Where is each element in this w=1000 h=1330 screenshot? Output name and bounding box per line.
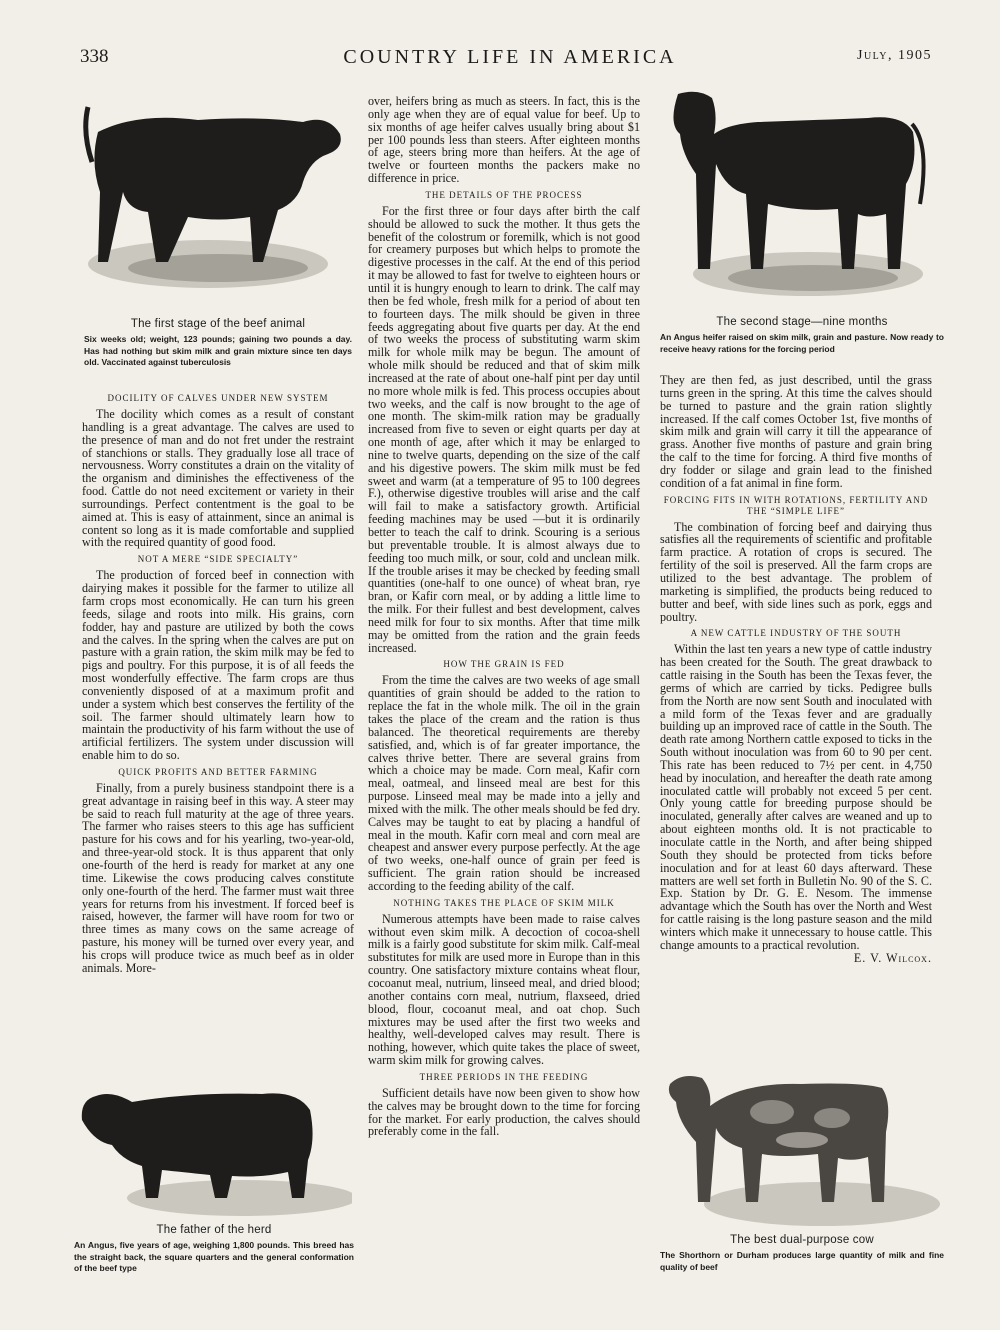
figure-heifer-description: An Angus heifer raised on skim milk, grain and pasture. Now ready to receive heavy rations for the forcing period bbox=[660, 332, 944, 354]
paragraph: The production of forced beef in connection with dairying makes it possible for the farmer to utilize all farm crops most economically. He can turn his green feeds, silage and roots into milk. His grains, corn fodder, hay and pasture are utilized by both the cows and the calves. In the spring when the calves are put on pasture with a grain ration, the skim milk may be fed to pigs and poultry. For this purpose, it is of all feeds the most wonderfully effective. The farm crops are thus conveniently disposed of at a maximum profit and under a system which best conserves the fertility of the soil. The farmer should ultimately learn how to maintain the productivity of his farm without the use of artificial fertilizers. The system under discussion will enable him to do so. bbox=[82, 568, 354, 763]
section-heading: THE DETAILS OF THE PROCESS bbox=[425, 189, 583, 200]
figure-heifer-caption bbox=[660, 316, 944, 355]
figure-bull-caption bbox=[74, 1224, 354, 1275]
paragraph: The docility which comes as a result of constant handling is a great advantage. The calves are used to the presence of man and do not fret under the restraint of stanchions or stalls. They gradually lose all trace of nervousness. Worry constitutes a drain on the vitality of the organism and diminishes the effectiveness of the food. Cattle do not need excitement or variety in their surroundings. Perfect contentment is the goal to be aimed at. This is easy of attainment, since an animal is content so long as it is made comfortable and supplied with the required quantity of good food. bbox=[82, 407, 354, 550]
figure-bull-photo bbox=[72, 1080, 352, 1220]
page-header bbox=[80, 46, 940, 70]
article-column-1 bbox=[82, 388, 354, 975]
paragraph: over, heifers bring as much as steers. In fact, this is the only age when they are of equal value for beef. Up to six months of age heifer calves usually bring about $1 per 100 pounds less than steers. After eighteen months of age, steers bring more than heifers. At the age of twelve or fourteen months the packers make no difference in price. bbox=[368, 94, 640, 186]
figure-cow-title: The best dual-purpose cow bbox=[730, 1234, 874, 1246]
figure-calf-caption bbox=[84, 318, 352, 369]
paragraph: Within the last ten years a new type of cattle industry has been created for the South. The great drawback to cattle raising in the South has been the Texas fever, the germs of which are carried by ticks. Pedigree bulls from the North are now sent South and inoculated with a mild form of the Texas fever and are gradually building up an improved race of cattle in the South. The death rate among Northern cattle exposed to ticks in the South without inoculation was from 60 to 90 per cent. This rate has been reduced to 7½ per cent. in 4,750 head by inoculation, and hereafter the death rate among inoculated cattle will probably not exceed 5 per cent. Only young cattle for breeding purpose should be inoculated, generally after calves are weaned and up to about eighteen months old. It is not practicable to inoculate cattle in the North, and after being shipped South they should be protected from ticks before inoculation and for at least 60 days afterward. These matters are well set forth in Bulletin No. 90 of the S. C. Exp. Station by Dr. G. E. Nesom. The immense advantage which the South has over the North and West for cattle raising is the long pasture season and the mild winters which make it unnecessary to house cattle. This change amounts to a practical revolution. bbox=[660, 642, 932, 952]
magazine-title: COUNTRY LIFE IN AMERICA bbox=[343, 46, 677, 68]
section-heading: DOCILITY OF CALVES UNDER NEW SYSTEM bbox=[107, 393, 329, 403]
figure-heifer-photo bbox=[668, 84, 940, 309]
figure-bull-description: An Angus, five years of age, weighing 1,800 pounds. This breed has the straight back, the square quarters and the general conformation of the beef type bbox=[74, 1240, 354, 1273]
paragraph: From the time the calves are two weeks of age small quantities of grain should be added to the ration to replace the fat in the whole milk. The oil in the grain takes the place of the cream and the ration is thus balanced. The theoretical requirements are thereby satisfied, and, which is of far greater importance, the calves thrive better. There are several grains from which a choice may be made. Corn meal, Kafir corn meal, oatmeal, and linseed meal are best for this purpose. Linseed meal may be made into a jelly and mixed with the milk. The other meals should be fed dry. Calves may be taught to eat by placing a handful of meal in the mouth. Kafir corn meal and corn meal are cheapest and answer every purpose perfectly. At the age of two weeks, one-half ounce of grain per feed is sufficient. The grain ration should be increased according to the feeding ability of the calf. bbox=[368, 673, 640, 893]
article-column-2 bbox=[368, 95, 640, 1138]
section-heading: NOTHING TAKES THE PLACE OF SKIM MILK bbox=[393, 897, 615, 908]
page-number: 338 bbox=[80, 46, 109, 67]
figure-cow-photo bbox=[662, 1062, 942, 1232]
section-heading: THREE PERIODS IN THE FEEDING bbox=[419, 1071, 589, 1082]
section-heading: A NEW CATTLE INDUSTRY OF THE SOUTH bbox=[690, 628, 902, 639]
figure-calf-photo bbox=[78, 92, 348, 304]
section-heading: HOW THE GRAIN IS FED bbox=[443, 659, 565, 670]
paragraph: Numerous attempts have been made to raise calves without even skim milk. A decoction of cocoa-shell milk is a fairly good substitute for skim milk. Calf-meal substitutes for milk are used more in Europe than in this country. One satisfactory mixture contains wheat flour, cocoanut meal, nutrium, linseed meal, and dried blood; another contains corn meal, nutrium, flaxseed, dried blood, flour, cocoanut meal, and oat chop. Such mixtures may be used after the first two weeks and healthy, well-developed calves may result. There is nothing, however, which quite takes the place of sweet, warm skim milk for growing calves. bbox=[368, 911, 640, 1068]
bull-illustration bbox=[72, 1080, 352, 1220]
figure-cow-description: The Shorthorn or Durham produces large quantity of milk and fine quality of beef bbox=[660, 1250, 944, 1272]
issue-date: July, 1905 bbox=[857, 48, 932, 63]
cow-illustration bbox=[662, 1062, 942, 1232]
paragraph: The combination of forcing beef and dairying thus satisfies all the requirements of scientific and profitable farm practice. A rotation of crops is secured. The fertility of the soil is preserved. All the farm crops are utilized to the best advantage. The problem of marketing is simplified, the products being reduced to butter and beef, with side lines such as pork, eggs and poultry. bbox=[660, 519, 932, 624]
figure-heifer-title: The second stage—nine months bbox=[716, 316, 888, 328]
calf-illustration bbox=[78, 92, 348, 304]
section-heading: NOT A MERE “SIDE SPECIALTY” bbox=[137, 554, 299, 565]
figure-calf-title: The first stage of the beef animal bbox=[130, 318, 306, 330]
author-signature: E. V. Wilcox. bbox=[853, 950, 932, 965]
paragraph: They are then fed, as just described, until the grass turns green in the spring. At this time the calves should be turned to pasture and the grain ration slightly increased. If the calf comes October 1st, five months of skim milk and grain will carry it till the appearance of grass. Another five months of pasture and grain bring the calf to the time for forcing. A third five months of dry fodder or silage and grain lead to the finished condition of a fat animal in fine form. bbox=[660, 373, 932, 490]
figure-cow-caption bbox=[660, 1234, 944, 1273]
heifer-illustration bbox=[668, 84, 940, 309]
article-column-3 bbox=[660, 374, 932, 964]
paragraph: Finally, from a purely business standpoint there is a great advantage in raising beef in this way. A steer may be said to reach full maturity at the age of three years. The farmer who raises steers to this age has sufficient pasture for his cows and for his yearling, two-year-old, and three-year-old stock. It is thus apparent that only one-fourth of the herd is ready for market at any one time. Likewise the cows producing calves constitute only one-fourth of the herd. The farmer must wait three years for returns from his investment. If forced beef is raised, however, the farmer will have room for two or three times as many cows on the same acreage of pasture, his money will be turned over every year, and his crops will produce twice as much beef as in older animals. More- bbox=[82, 780, 354, 975]
paragraph: For the first three or four days after birth the calf should be allowed to suck the mother. It thus gets the benefit of the colostrum or foremilk, which is not good for creamery purposes but which helps to promote the digestive processes in the calf. At the end of this period it may be allowed to fast for twelve to eighteen hours or until it is hungry enough to learn to drink. The calf may then be fed whole, fresh milk for a period of about ten to fourteen days. The milk should be given in three feeds aggregating about five quarts per day. At the end of two weeks the process of substituting warm skim milk for whole milk may be begun. The amount of whole milk should be reduced and that of skim milk increased at the rate of about one-half pint per day until no more whole milk is fed. This process occupies about two weeks, and the calf is now brought to the age of one month. The skim-milk ration may be gradually increased from five to seven or eight quarts per day at one month of age, after which it may be enlarged to nine to twelve quarts, depending on the size of the calf and his digestive powers. The skim milk must be fed sweet and warm (at a temperature of 95 to 100 degrees F.), otherwise digestive troubles will arise and the calf will fail to make a satisfactory growth. Artificial feeding machines may be used —but it is ordinarily better to teach the calf to drink. Scouring is a serious but preventable trouble. It is almost always due to feeding too much milk, or sour, cold and unclean milk. If the trouble arises it may be checked by feeding small quantities (one-half to one ounce) of wheat bran, rye bran, or Kafir corn meal, or by adding a little lime to the milk. For their fullest and best development, calves need milk for four to six months. After that time milk may be omitted from the ration and the grain feeds increased. bbox=[368, 203, 640, 655]
figure-calf-description: Six weeks old; weight, 123 pounds; gaining two pounds a day. Has had nothing but skim milk and grain mixture since ten days old. Vaccinated against tuberculosis bbox=[84, 334, 352, 367]
figure-bull-title: The father of the herd bbox=[156, 1224, 272, 1236]
paragraph: Sufficient details have now been given to show how the calves may be brought down to the time for forcing for the market. For early production, the calves should preferably come in the fall. bbox=[368, 1085, 640, 1139]
section-heading: QUICK PROFITS AND BETTER FARMING bbox=[118, 766, 318, 777]
section-heading: FORCING FITS IN WITH ROTATIONS, FERTILITY AND THE “SIMPLE LIFE” bbox=[663, 494, 929, 516]
